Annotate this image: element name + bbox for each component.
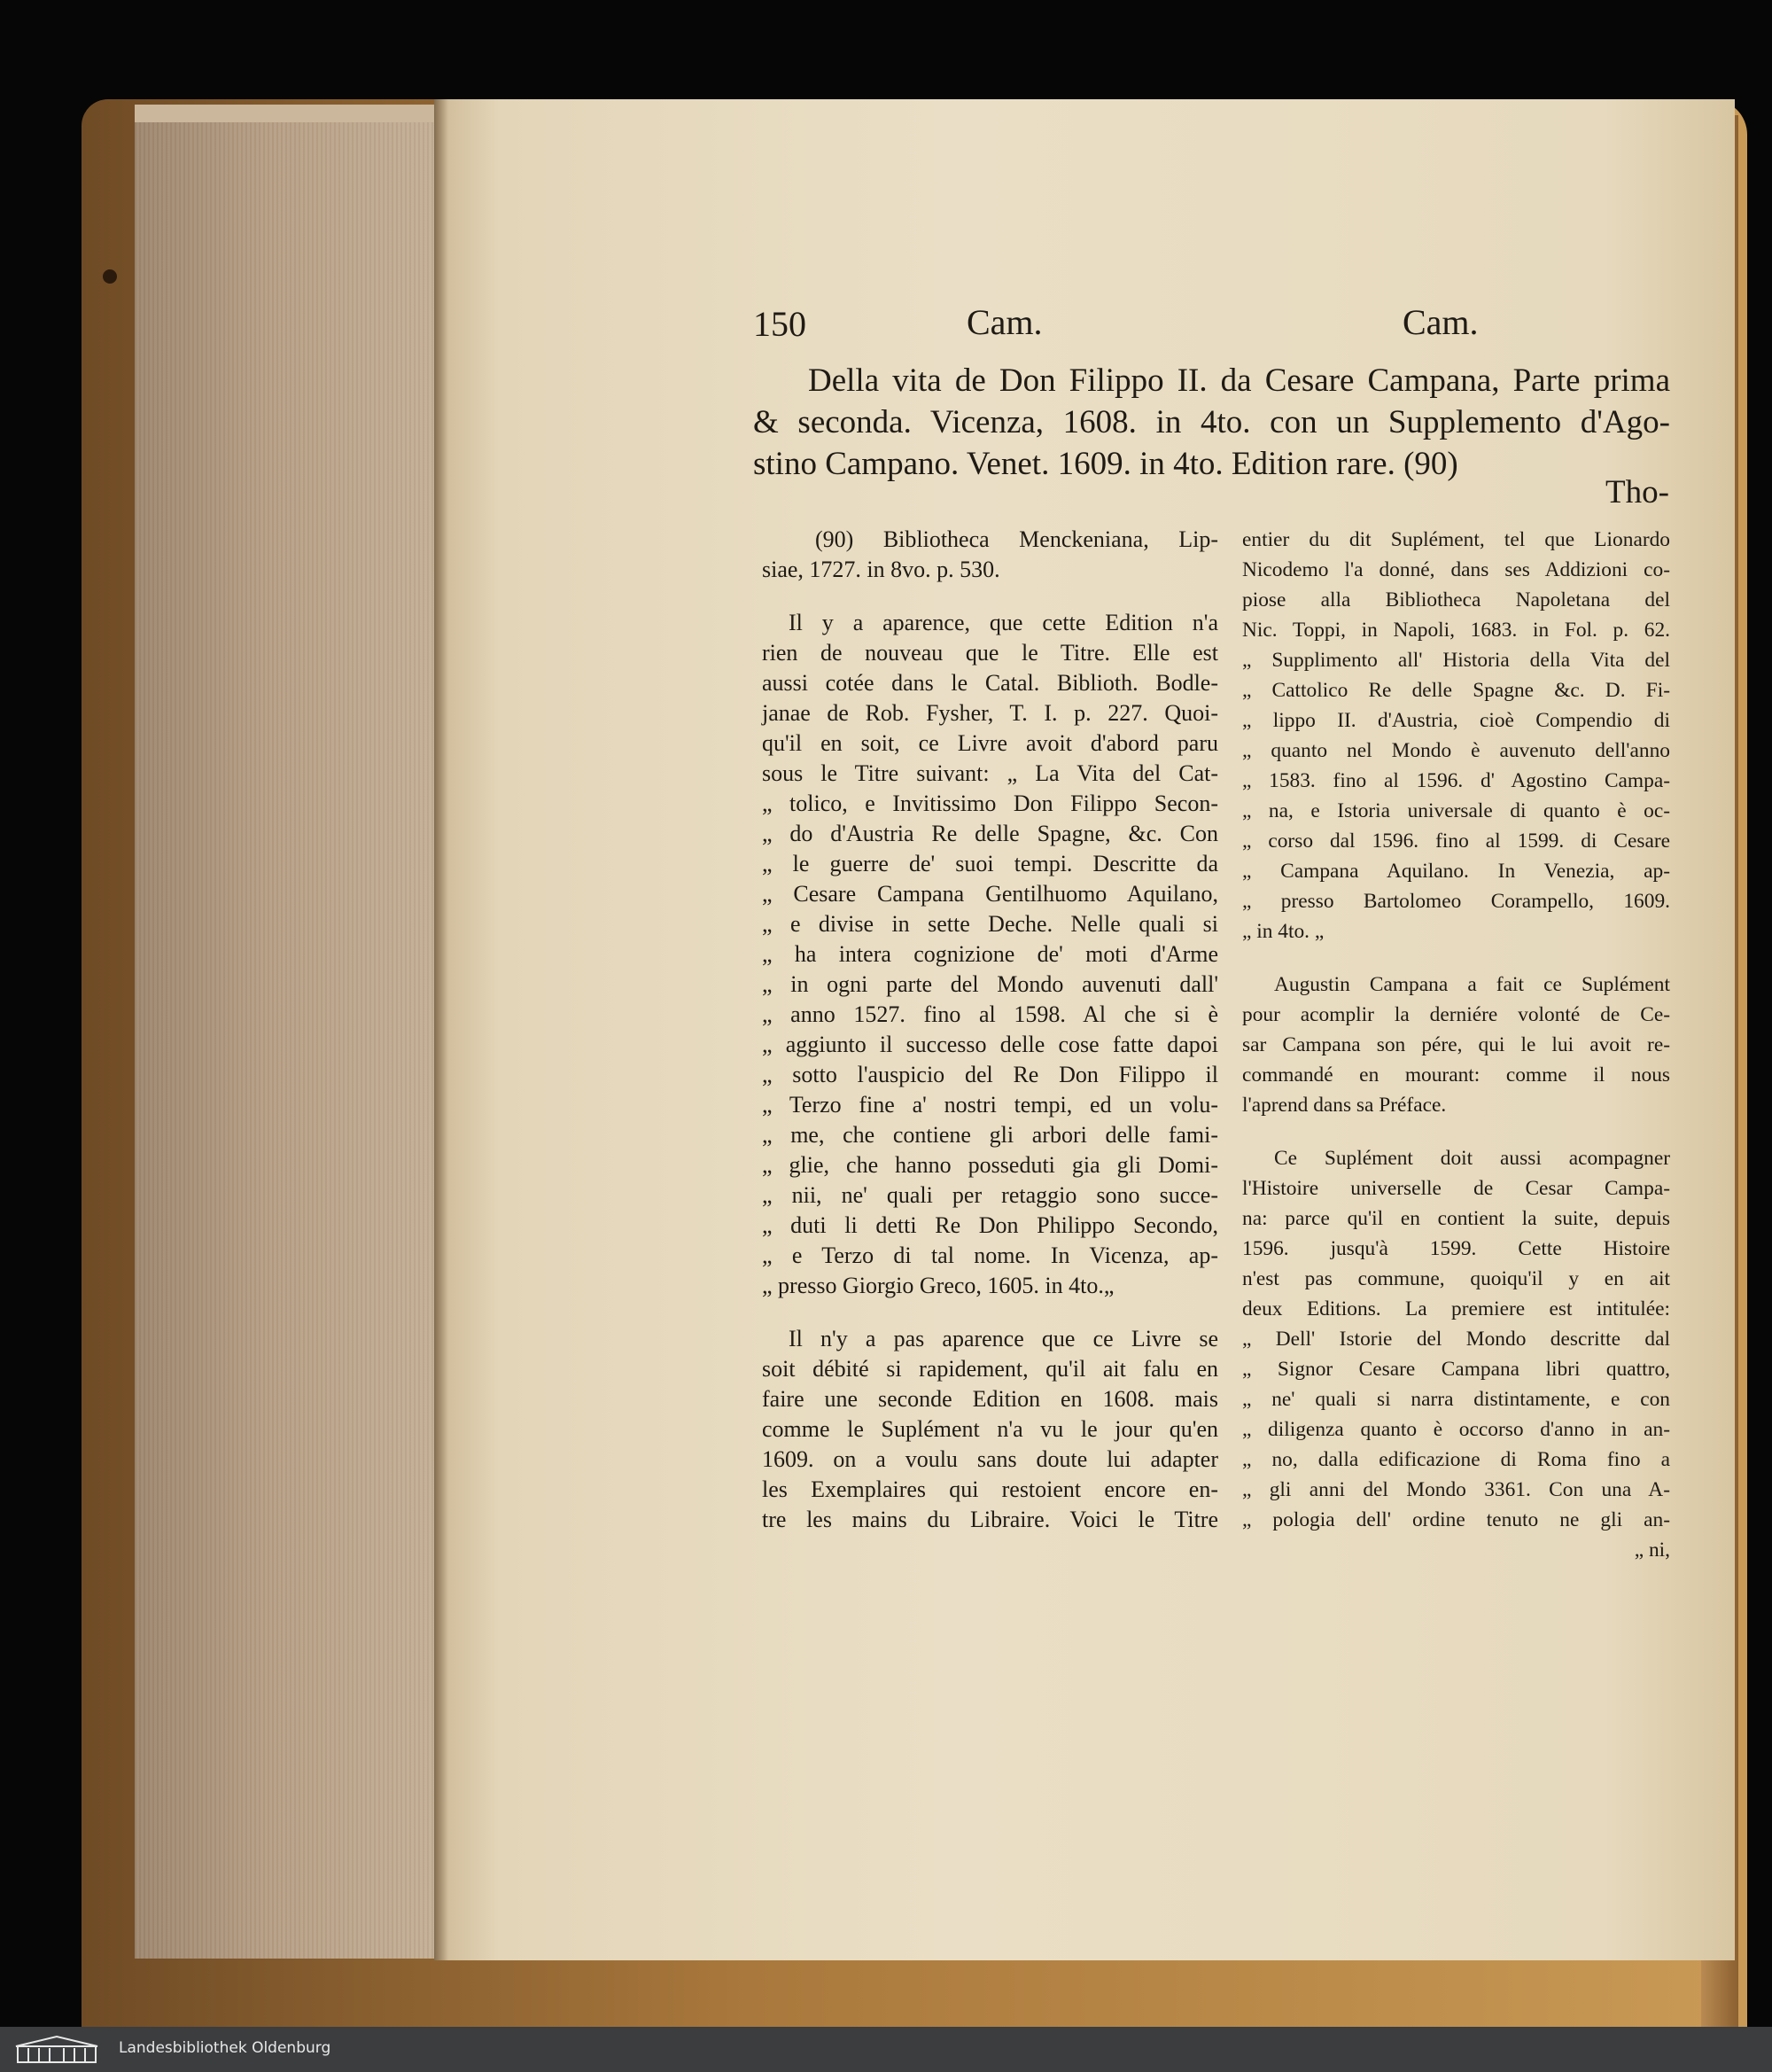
text-line: janae de Rob. Fysher, T. I. p. 227. Quoi- [762,700,1218,726]
text-line: „ ne' quali si narra distintamente, e con [1242,1388,1670,1411]
text-line: sar Campana son pére, qui le lui avoit re- [1242,1033,1670,1056]
text-line: faire une seconde Edition en 1608. mais [762,1386,1218,1412]
text-line: Augustin Campana a fait ce Suplément [1274,973,1670,996]
text-line: aussi cotée dans le Catal. Biblioth. Bodle- [762,670,1218,696]
text-line: commandé en mourant: comme il nous [1242,1063,1670,1087]
text-line: „ diligenza quanto è occorso d'anno in an- [1242,1418,1670,1441]
text-line: „ e Terzo di tal nome. In Vicenza, ap- [762,1242,1218,1268]
running-header-right: Cam. [1403,302,1479,342]
text-line: „ ha intera cognizione de' moti d'Arme [762,941,1218,967]
text-line: Ce Suplément doit aussi acompagner [1274,1147,1670,1170]
left-column [762,525,1218,1535]
page-number: 150 [753,304,806,344]
text-line: „ pologia dell' ordine tenuto ne gli an- [1242,1508,1670,1531]
text-line: „ Terzo fine a' nostri tempi, ed un volu- [762,1092,1218,1118]
text-line: comme le Suplément n'a vu le jour qu'en [762,1416,1218,1442]
text-line: „ no, dalla edificazione di Roma fino a [1242,1448,1670,1471]
text-line: „ 1583. fino al 1596. d' Agostino Campa- [1242,769,1670,792]
footer-bar [0,2027,1772,2072]
library-building-icon [12,2034,101,2066]
text-line: l'Histoire universelle de Cesar Campa- [1242,1177,1670,1200]
footnote-line: (90) Bibliotheca Menckeniana, Lip- [815,526,1218,552]
text-line: entier du dit Suplément, tel que Lionardo [1242,528,1670,551]
text-line: „ me, che contiene gli arbori delle fami- [762,1122,1218,1148]
text-line: soit débité si rapidement, qu'il ait falu en [762,1356,1218,1382]
text-line: 1596. jusqu'à 1599. Cette Histoire [1242,1237,1670,1260]
paragraph [762,1324,1218,1535]
text-line: „ Cesare Campana Gentilhuomo Aquilano, [762,881,1218,907]
text-line: „ lippo II. d'Austria, cioè Compendio di [1242,709,1670,732]
text-line: „ le guerre de' suoi tempi. Descritte da [762,851,1218,876]
text-line: pour acomplir la derniére volonté de Ce- [1242,1003,1670,1026]
entry-title [753,360,1670,485]
text-line: sous le Titre suivant: „ La Vita del Cat- [762,760,1218,786]
text-line: „ anno 1527. fino al 1598. Al che si è [762,1001,1218,1027]
text-line: „ tolico, e Invitissimo Don Filippo Secon- [762,791,1218,816]
text-line: deux Editions. La premiere est intitulée: [1242,1297,1670,1320]
text-line: „ Campana Aquilano. In Venezia, ap- [1242,860,1670,883]
text-line: „ e divise in sette Deche. Nelle quali si [762,911,1218,937]
catchword-top: Tho- [1605,474,1669,510]
running-header-left: Cam. [967,302,1043,342]
text-line: les Exemplaires qui restoient encore en- [762,1476,1218,1502]
text-line: „ quanto nel Mondo è auvenuto dell'anno [1242,739,1670,762]
text-line: piose alla Bibliotheca Napoletana del [1242,588,1670,611]
title-line: Della vita de Don Filippo II. da Cesare Campana, Parte prima [808,362,1670,399]
text-line: „ gli anni del Mondo 3361. Con una A- [1242,1478,1670,1501]
text-line: „ in ogni parte del Mondo auvenuti dall' [762,971,1218,997]
text-line: 1609. on a voulu sans doute lui adapter [762,1446,1218,1472]
text-line: „ presso Bartolomeo Corampello, 1609. [1242,890,1670,913]
text-line: rien de nouveau que le Titre. Elle est [762,640,1218,666]
paragraph [1242,525,1670,946]
text-line: „ Supplimento all' Historia della Vita del [1242,649,1670,672]
text-line: „ aggiunto il successo delle cose fatte dapoi [762,1032,1218,1057]
text-line: n'est pas commune, quoiqu'il y en ait [1242,1267,1670,1290]
title-line: stino Campano. Venet. 1609. in 4to. Edition rare. (90) [753,446,1458,482]
text-line: „ corso dal 1596. fino al 1599. di Cesare [1242,830,1670,853]
text-line: tre les mains du Libraire. Voici le Titre [762,1507,1218,1532]
paragraph [762,608,1218,1301]
text-line: „ na, e Istoria universale di quanto è oc- [1242,799,1670,822]
title-line: & seconda. Vicenza, 1608. in 4to. con un Supplemento d'Ago- [753,404,1670,440]
text-line: l'aprend dans sa Préface. [1242,1094,1447,1117]
footnote [762,525,1218,585]
text-line: „ duti li detti Re Don Philippo Secondo, [762,1212,1218,1238]
catchword-bottom: „ ni, [1634,1538,1670,1562]
text-line: qu'il en soit, ce Livre avoit d'abord paru [762,730,1218,756]
text-line: „ in 4to. „ [1242,920,1325,943]
footnote-line: siae, 1727. in 8vo. p. 530. [762,557,1000,582]
paragraph [1242,970,1670,1120]
text-line: Nicodemo l'a donné, dans ses Addizioni co- [1242,558,1670,581]
text-line: „ sotto l'auspicio del Re Don Filippo il [762,1062,1218,1087]
text-line: Il n'y a pas aparence que ce Livre se [789,1326,1218,1351]
text-line: Il y a aparence, que cette Edition n'a [789,610,1218,635]
library-name: Landesbibliothek Oldenburg [119,2039,331,2057]
text-line: „ do d'Austria Re delle Spagne, &c. Con [762,821,1218,846]
text-line: „ glie, che hanno posseduti gia gli Domi- [762,1152,1218,1178]
text-line: „ nii, ne' quali per retaggio sono succe- [762,1182,1218,1208]
text-line: „ presso Giorgio Greco, 1605. in 4to.„ [762,1273,1115,1298]
text-line: „ Signor Cesare Campana libri quattro, [1242,1358,1670,1381]
text-line: Nic. Toppi, in Napoli, 1683. in Fol. p. 62. [1242,619,1670,642]
right-column [1242,525,1670,1565]
paragraph [1242,1143,1670,1535]
text-line: „ Dell' Istorie del Mondo descritte dal [1242,1328,1670,1351]
text-line: „ Cattolico Re delle Spagne &c. D. Fi- [1242,679,1670,702]
text-line: na: parce qu'il en contient la suite, depuis [1242,1207,1670,1230]
